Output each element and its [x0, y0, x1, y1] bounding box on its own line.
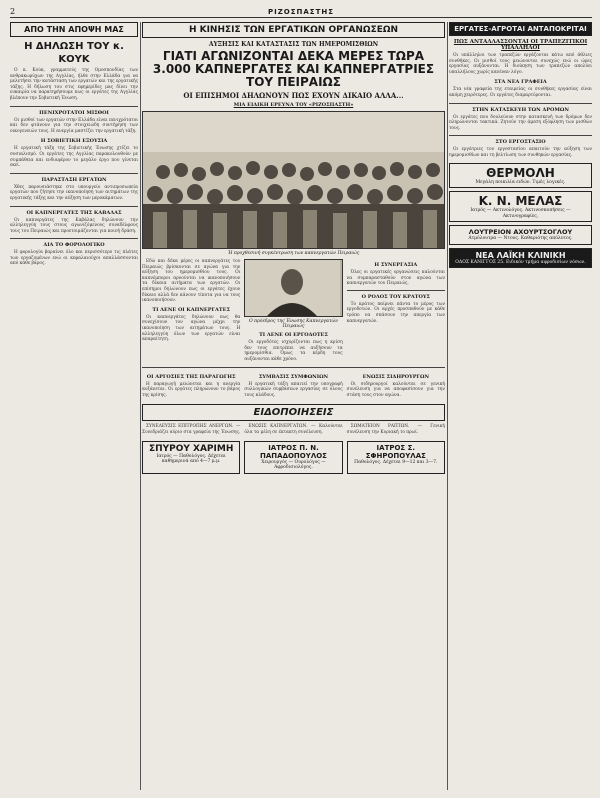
right-section-text-1: Οι εργάτες που δουλεύουν στην κατασκευή των δρόμων δεν πληρώνονται τακτικά. Ζητούν την άμεση εξόφληση των μισθών τους. [449, 114, 592, 131]
state-role-title: Ο ΡΟΛΟΣ ΤΟΥ ΚΡΑΤΟΥΣ [361, 293, 430, 300]
center-section-text-2: Όλες οι εργατικές οργανώσεις καλούνται να συμπαρασταθούν στον αγώνα των καπνεργατών του Πειραιώς. [346, 270, 445, 287]
left-section-text-2: Χθες παρουσιάστηκε στο υπουργείο αντιπροσωπεία εργατών που ζήτησε την ικανοποίηση των αιτημάτων της εργατικής τάξης και την αύξηση των μεροκάματων. [10, 184, 138, 201]
center-section-head-2: Η ΣΥΝΕΡΓΑΣΙΑ [374, 262, 418, 268]
thermoli-ad-title: ΘΕΡΜΟΛΗ [486, 165, 555, 180]
left-section-head-1: Η ΣΟΒΙΕΤΙΚΗ ΕΞΟΥΣΙΑ [40, 138, 108, 145]
left-section-head-3: ΟΙ ΚΑΠΝΕΡΓΑΤΕΣ ΤΗΣ ΚΑΒΑΛΑΣ [26, 209, 122, 216]
page-number: 2 [10, 7, 16, 16]
melas-ad-text: Ιατρός — Ακτινολόγος. Ακτινοσκοπήσεις — Ακτινογραφίες. [470, 208, 571, 219]
papadopoulos-ad-title: ΙΑΤΡΟΣ Π. Ν. ΠΑΠΑΔΟΠΟΥΛΟΣ [260, 443, 327, 460]
lower-left-title: ΟΙ ΑΡΓΟΣΙΕΣ ΤΗΣ ΠΑΡΑΓΩΓΗΣ [146, 373, 236, 380]
announcement-1: ΕΝΩΣΙΣ ΚΑΠΝΕΡΓΑΤΩΝ. — Καλούνται όλα τα μέλη σε έκτακτη συνέλευση. [244, 424, 343, 435]
harimi-ad-text: Ιατρός — Παθολόγος. Δέχεται καθημερινά από 4—7 μ.μ. [156, 453, 226, 465]
left-section-head-4: ΔΙΑ ΤΟ ΦΟΡΟΛΟΓΙΚΟ [43, 242, 105, 249]
center-body: Εδώ και δέκα μέρες οι καπνεργάτες του Πειραιώς βρίσκονται σε αγώνα για την αύξηση του ημερομισθίου τους. Οι καπνέμποροι αρνούνται να ικανοποιήσουν τα δίκαια αιτήματα των εργατών. Οι επίσημοι δηλώνουν πως οι εργάτες έχουν δίκαιο αλλά δεν κάνουν τίποτα για να τους ικανοποιήσουν. [142, 259, 241, 304]
clinic-ad-title: ΝΕΑ ΛΑΪΚΗ ΚΛΙΝΙΚΗ [475, 250, 566, 260]
harimi-ad [142, 441, 240, 474]
center-column [142, 22, 445, 790]
lower-mid-text: Η εργατική τάξη απαιτεί την υπογραφή συλλογικών συμβάσεων εργασίας σε όλους τους κλάδους. [244, 381, 343, 399]
right-article-body: Οι υπάλληλοι των τραπεζών εργάζονται κάτω από άθλιες συνθήκες. Οι μισθοί τους μειώνονται συνεχώς ενώ οι ώρες εργασίας αυξάνονται. Η διοίκηση των τραπεζών απολύει υπαλλήλους χωρίς κανέναν λόγο. [449, 53, 592, 75]
right-article-title: ΠΩΣ ΑΝΤΑΛΛΑΣΣΟΝΤΑΙ ΟΙ ΤΡΑΠΕΖΙΤΙΚΟΙ ΥΠΑΛΛΗΛΟΙ [453, 39, 588, 51]
left-article-title: Η ΔΗΛΩΣΗ ΤΟΥ κ. ΚΟΥΚ [24, 41, 124, 65]
harimi-ad-title: ΣΠΥΡΟΥ ΧΑΡΙΜΗ [148, 443, 234, 454]
lower-left-text: Η παραγωγή μειώνεται και η ανεργία αυξάνεται. Οι εργάτες πληρώνουν το βάρος της κρίσης. [142, 381, 241, 399]
announcement-2: ΣΩΜΑΤΕΙΟΝ ΡΑΠΤΩΝ. — Γενική συνέλευση την Κυριακή το πρωί. [346, 424, 445, 435]
left-column [10, 22, 138, 790]
sfiropoulas-ad [347, 441, 445, 474]
loutreion-ad [449, 225, 592, 245]
right-section-head-1: ΣΤΗΝ ΚΑΤΑΣΚΕΥΗ ΤΩΝ ΔΡΟΜΩΝ [472, 106, 569, 113]
papadopoulos-ad [244, 441, 342, 474]
right-section-head-0: ΣΤΑ ΝΕΑ ΓΡΑΦΕΙΑ [494, 79, 547, 86]
left-article-body: Ο κ. Κούκ, γραμματεύς της Ομοσπονδίας των ανθρακωρύχων της Αγγλίας, ήλθε στην Ελλάδα για να μελετήσει την κατάσταση των εργατών και της εργατικής τάξης. Η δήλωση του στις εφημερίδες μας δίνει την ευκαιρία να παρατηρήσουμε πως οι εργάτες της Αγγλίας βλέπουν την Σοβιετική Ένωση. [10, 68, 138, 101]
center-byline: ΜΙΑ ΕΙΔΙΚΗ ΕΡΕΥΝΑ ΤΟΥ «ΡΙΖΟΣΠΑΣΤΗ» [233, 102, 354, 108]
newspaper-name: ΡΙΖΟΣΠΑΣΤΗΣ [267, 7, 334, 16]
center-section-text-0: Οι καπνεργάτες δηλώνουν πως θα συνεχίσουν τον αγώνα μέχρι την ικανοποίηση των αιτημάτων τους. Η αλληλεγγύη όλων των εργατών είναι απαραίτητη. [142, 314, 241, 343]
thermoli-ad-text: Μεγάλη ποικιλία ειδών. Τιμές λογικές. [475, 179, 566, 185]
portrait-photo [244, 259, 342, 317]
announcement-0: ΣΥΝΕΛΕΥΣΙΣ ΕΠΙΤΡΟΠΗΣ ΑΝΕΡΓΩΝ. — Συνεδριάζει αύριο στα γραφεία της Ένωσης. [142, 424, 241, 435]
left-section-head-2: ΠΑΡΑΣΤΑΣΗ ΕΡΓΑΤΩΝ [41, 176, 107, 183]
loutreion-ad-title: ΛΟΥΤΡΕΙΟΝ ΑΧΟΥΡΤΣΟΓΛΟΥ [468, 228, 573, 237]
center-section-text-1: Οι εργοδότες ισχυρίζονται πως η κρίση δεν τους επιτρέπει να αυξήσουν τα ημερομίσθια. Όμως τα κέρδη τους αυξάνονται κάθε χρόνο. [244, 340, 343, 362]
center-kicker: ΑΥΞΗΣΙΣ ΚΑΙ ΚΑΤΑΣΤΑΣΙΣ ΤΩΝ ΗΜΕΡΟΜΙΣΘΙΩΝ [208, 41, 379, 48]
clinic-ad-text: ΟΔΟΣ ΚΑΝΙΓΓΟΣ 25. Ειδικόν τμήμα αφροδισίων νόσων. [455, 259, 586, 265]
sfiropoulas-ad-title: ΙΑΤΡΟΣ Σ. ΣΦΗΡΟΠΟΥΛΑΣ [365, 443, 426, 460]
right-section-text-0: Στα νέα γραφεία της εταιρείας οι συνθήκες εργασίας είναι ακόμη χειρότερες. Οι εργάτες διαμαρτύρονται. [449, 87, 592, 98]
center-section-head-0: ΤΙ ΛΕΝΕ ΟΙ ΚΑΠΝΕΡΓΑΤΕΣ [152, 306, 230, 313]
thermoli-ad [449, 163, 592, 189]
portrait-caption: Ο πρόεδρος της Ένωσης Καπνεργατών Πειραιώς [249, 319, 338, 329]
right-column [449, 22, 592, 790]
melas-ad-title: Κ. Ν. ΜΕΛΑΣ [478, 194, 563, 209]
papadopoulos-ad-text: Χειρουργός — Ουρολόγος — Αφροδισιολόγος. [261, 459, 326, 471]
state-role-text: Το κράτος παίρνει πάντα το μέρος των εργοδοτών. Οι αρχές προσπαθούν με κάθε τρόπο να σπάσουν την απεργία των καπνεργατών. [346, 301, 445, 324]
announcements-header: ΕΙΔΟΠΟΙΗΣΕΙΣ [142, 404, 445, 421]
loutreion-ad-text: Ατμόλουτρα — Ντους. Καθαριότης απόλυτος. [468, 236, 573, 242]
left-section-text-1: Η εργατική τάξη της Σοβιετικής Ένωσης χτίζει το σοσιαλισμό. Οι εργάτες της Αγγλίας παρακολουθούν με συμπάθεια και ενδιαφέρον το μεγάλο έργο που γίνεται εκεί. [10, 146, 138, 169]
lower-right-text: Οι σιδηρουργοί καλούνται σε γενική συνέλευση για να αποφασίσουν για την στάση τους στον αγώνα. [346, 381, 445, 399]
melas-ad [449, 191, 592, 222]
right-section-header: ΕΡΓΑΤΕΣ-ΑΓΡΟΤΑΙ ΑΝΤΑΠΟΚΡΙΤΑΙ [449, 22, 592, 36]
masthead [10, 6, 592, 18]
clinic-ad [449, 248, 592, 269]
left-section-head-0: ΠΕΝΙΧΡΟΤΑΤΟΙ ΜΙΣΘΟΙ [39, 109, 109, 116]
left-section-text-0: Οι μισθοί των εργατών στην Ελλάδα είναι πενιχρότατοι και δεν φτάνουν για την στοιχειώδη συντήρηση των οικογενειών τους. Η ανεργία μαστίζει την εργατική τάξη. [10, 117, 138, 134]
crowd-photo-caption: Ή προχθεσινή συγκέντρωση των καπνεργατών Πειραιώς [227, 251, 360, 256]
sfiropoulas-ad-text: Παθολόγος. Δέχεται 9—12 και 3—7. [354, 459, 438, 465]
right-section-text-2: Οι εργάτριες του εργοστασίου απαιτούν την αύξηση των ημερομισθίων και τη βελτίωση των συνθηκών εργασίας. [449, 147, 592, 158]
center-section-header: Η ΚΙΝΗΣΙΣ ΤΩΝ ΕΡΓΑΤΙΚΩΝ ΟΡΓΑΝΩΣΕΩΝ [142, 22, 445, 38]
lower-right-title: ΕΝΩΣΙΣ ΣΙΔΗΡΟΥΡΓΩΝ [362, 373, 430, 380]
left-section-header: ΑΠΟ ΤΗΝ ΑΠΟΨΗ ΜΑΣ [10, 22, 138, 37]
left-section-text-4: Η φορολογία βαραίνει όλο και περισσότερο τις πλάτες των εργαζομένων ενώ οι κεφαλαιούχοι απαλλάσσονται από κάθε βάρος. [10, 250, 138, 267]
center-headline: ΓΙΑΤΙ ΑΓΩΝΙΖΟΝΤΑΙ ΔΕΚΑ ΜΕΡΕΣ ΤΩΡΑ 3.000 ΚΑΠΝΕΡΓΑΤΕΣ ΚΑΙ ΚΑΠΝΕΡΓΑΤΡΙΕΣ ΤΟΥ ΠΕΙΡΑΙΩΣ [152, 49, 435, 89]
lower-mid-title: ΣΥΜΒΑΣΙΣ ΣΥΜΦΩΝΙΩΝ [258, 373, 329, 380]
crowd-photo [142, 111, 445, 249]
center-section-head-1: ΤΙ ΛΕΝΕ ΟΙ ΕΡΓΟΔΟΤΕΣ [259, 332, 328, 338]
center-subtitle: ΟΙ ΕΠΙΣΗΜΟΙ ΔΗΛΩΝΟΥΝ ΠΩΣ ΕΧΟΥΝ ΔΙΚΑΙΟ ΑΛΛΑ... [183, 91, 404, 100]
left-section-text-3: Οι καπνεργάτες της Καβάλας δηλώνουν την αλληλεγγύη τους στους αγωνιζόμενους συναδέλφους τους του Πειραιώς και προετοιμάζονται για κοινή δράση. [10, 217, 138, 234]
right-section-head-2: ΣΤΟ ΕΡΓΟΣΤΑΣΙΟ [495, 139, 546, 146]
